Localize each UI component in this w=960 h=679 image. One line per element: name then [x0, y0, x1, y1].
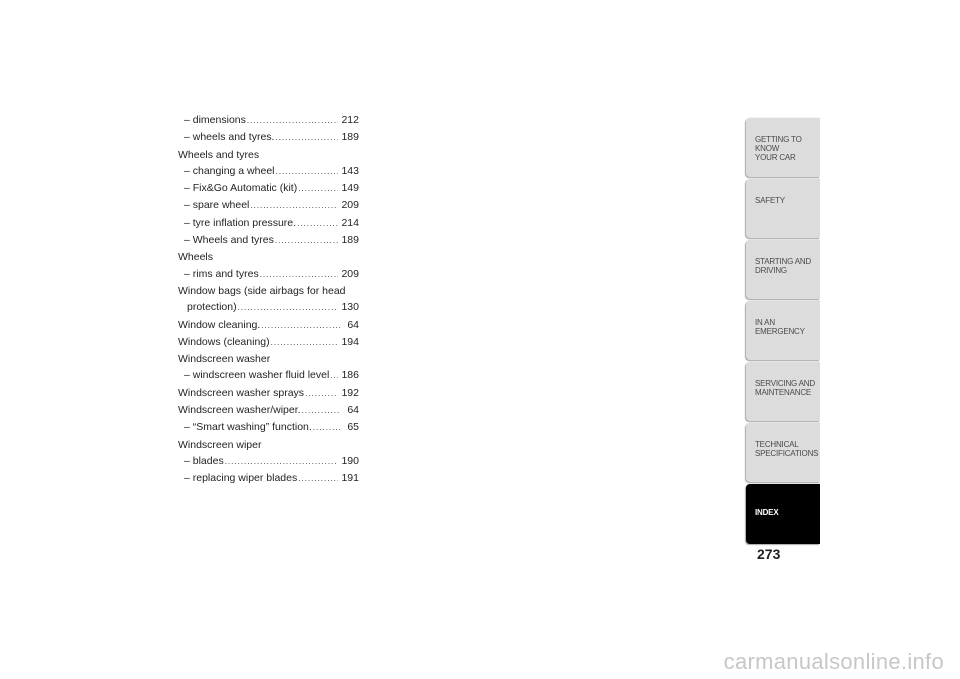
- index-entry-text: – wheels and tyres.: [184, 131, 275, 144]
- index-entry: [178, 402, 359, 419]
- tab-label: IN AN EMERGENCY: [755, 318, 805, 336]
- index-entry-text: Windows (cleaning): [178, 335, 270, 348]
- dot-leader: [271, 335, 339, 351]
- index-entry-text: Windscreen washer: [178, 353, 271, 366]
- tab-label: STARTING AND DRIVING: [755, 257, 811, 275]
- index-entry: [178, 385, 359, 402]
- index-entry: [178, 266, 359, 283]
- index-entry-text: Wheels: [178, 251, 214, 264]
- index-entry-page: 189: [341, 131, 359, 144]
- dot-leader: [298, 181, 338, 197]
- index-list: [178, 112, 359, 488]
- index-entry: [178, 283, 359, 317]
- index-entry: [178, 147, 359, 163]
- index-entry-text: – spare wheel: [184, 199, 250, 212]
- tab-in-an-emergency[interactable]: [746, 301, 820, 360]
- index-entry-text: Window bags (side airbags for head: [178, 284, 346, 297]
- dot-leader: [297, 216, 338, 232]
- tab-technical-specifications[interactable]: [746, 423, 820, 482]
- page-number: 273: [757, 546, 781, 562]
- dot-leader: [305, 386, 338, 402]
- index-entry-text: – replacing wiper blades: [184, 472, 298, 485]
- index-entry-text: – Fix&Go Automatic (kit): [184, 182, 298, 195]
- index-entry-text: – dimensions: [184, 114, 246, 126]
- index-entry-text-cont: protection): [187, 301, 237, 314]
- index-entry: [178, 180, 359, 197]
- dot-leader: [275, 233, 339, 249]
- index-entry-text: Windscreen washer/wiper.: [178, 404, 301, 417]
- index-entry-page: 65: [347, 421, 359, 434]
- tab-starting-and-driving[interactable]: [746, 240, 820, 299]
- tab-index[interactable]: [746, 484, 820, 544]
- tab-label: SAFETY: [755, 196, 785, 205]
- tab-label: TECHNICAL SPECIFICATIONS: [755, 440, 819, 458]
- dot-leader: [275, 130, 338, 146]
- index-entry: [178, 232, 359, 249]
- dot-leader: [302, 403, 340, 419]
- index-entry-page: 143: [341, 164, 359, 177]
- dot-leader: [247, 113, 339, 129]
- tab-getting-to-know-your-car[interactable]: [746, 118, 820, 177]
- index-entry: [178, 470, 359, 487]
- index-entry-page: 189: [341, 234, 359, 247]
- index-entry-text: – “Smart washing” function.: [184, 421, 312, 434]
- index-entry-page: 209: [341, 199, 359, 212]
- index-entry-page: 209: [341, 267, 359, 280]
- tab-servicing-and-maintenance[interactable]: [746, 362, 820, 421]
- index-entry-text: – tyre inflation pressure.: [184, 216, 297, 229]
- index-entry-page: 64: [347, 404, 359, 417]
- index-entry-text: – rims and tyres: [184, 267, 259, 280]
- index-entry-text: – Wheels and tyres: [184, 234, 274, 247]
- index-entry: [178, 249, 359, 265]
- index-entry-page: 149: [341, 182, 359, 195]
- index-entry: [178, 437, 359, 453]
- index-entry: [178, 351, 359, 367]
- dot-leader: [313, 420, 340, 436]
- index-entry-text: – blades: [184, 454, 224, 467]
- index-entry-page: 64: [347, 318, 359, 331]
- index-entry: [178, 197, 359, 214]
- index-entry-text: Windscreen wiper: [178, 438, 262, 451]
- dot-leader: [330, 368, 338, 384]
- dot-leader: [250, 198, 338, 214]
- index-entry: [178, 215, 359, 232]
- tab-label: SERVICING AND MAINTENANCE: [755, 379, 815, 397]
- dot-leader: [298, 471, 338, 487]
- watermark: carmanualsonline.info: [723, 649, 944, 674]
- index-entry: [178, 317, 359, 334]
- tab-label: INDEX: [755, 508, 779, 517]
- index-entry-text: Wheels and tyres: [178, 148, 260, 161]
- dot-leader: [260, 267, 339, 283]
- index-entry: [178, 163, 359, 180]
- index-entry-page: 130: [341, 301, 359, 314]
- index-entry: [178, 453, 359, 470]
- index-entry-page: 186: [341, 369, 359, 382]
- index-entry-text: Window cleaning.: [178, 318, 261, 331]
- dot-leader: [225, 454, 339, 470]
- dot-leader: [276, 164, 339, 180]
- dot-leader: [238, 300, 339, 316]
- index-entry: [178, 112, 359, 129]
- index-entry-page: 192: [341, 386, 359, 399]
- index-entry-continuation: [178, 299, 359, 316]
- index-entry-text: Windscreen washer sprays: [178, 386, 305, 399]
- dot-leader: [261, 318, 340, 334]
- index-entry-text: – changing a wheel: [184, 164, 275, 177]
- index-entry: [178, 367, 359, 384]
- index-entry-page: 212: [341, 114, 359, 126]
- section-tabs: [746, 118, 820, 546]
- index-entry-page: 194: [341, 335, 359, 348]
- tab-label: GETTING TO KNOW YOUR CAR: [755, 135, 802, 162]
- index-entry-page: 191: [341, 472, 359, 485]
- index-entry-text: – windscreen washer fluid level: [184, 369, 330, 382]
- tab-safety[interactable]: [746, 179, 820, 238]
- index-entry: [178, 129, 359, 146]
- index-entry: [178, 419, 359, 436]
- index-entry-page: 214: [341, 216, 359, 229]
- index-entry-page: 190: [341, 454, 359, 467]
- index-entry: [178, 334, 359, 351]
